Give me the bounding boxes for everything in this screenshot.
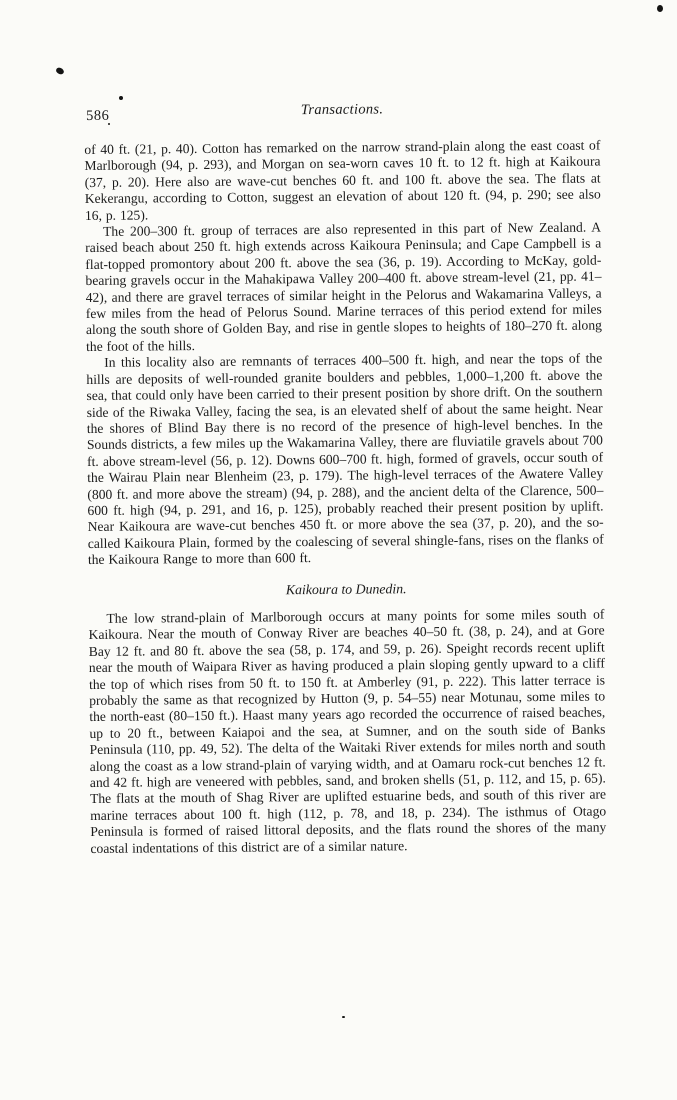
scan-speck-above-header: [119, 96, 123, 100]
page-body: [84, 137, 606, 857]
paragraph-continuation: of 40 ft. (21, p. 40). Cotton has remarked on the narrow strand-plain along the east coast of Marlborough (94, p. 293), and Morgan on sea-worn caves 10 ft. to 12 ft. high at Kaikoura (37, p. 20). Here also are wave-cut benches 60 ft. and 100 ft. above the sea. The flats at Kekerangu, according to Cotton, suggest an elevation of about 120 ft. (94, p. 290; see also 16, p. 125).: [84, 137, 601, 223]
scan-speck-top-right: [657, 5, 663, 12]
running-head: Transactions.: [300, 101, 384, 119]
section-heading: Kaikoura to Dunedin.: [285, 580, 407, 597]
paragraph-kaikoura-to-dunedin: The low strand-plain of Marlborough occurs at many points for some miles south of Kaikoura. Near the mouth of Conway River are beaches 40–50 ft. (38, p. 24), and at Gore Bay 12 ft. and 80 ft. above the sea (58, p. 174, and 59, p. 26). Speight records recent uplift near the mouth of Waipara River as having produced a plain sloping gently upward to a cliff the top of which rises from 50 ft. to 150 ft. at Amberley (91, p. 222). This latter terrace is probably the same as that recognized by Hutton (9, p. 54–55) near Motunau, some miles to the north-east (80–150 ft.). Haast many years ago recorded the occurrence of raised beaches, up to 20 ft., between Kaiapoi and the sea, at Sumner, and on the south side of Banks Peninsula (110, pp. 49, 52). The delta of the Waitaki River extends for miles north and south along the coast as a low strand-plain of varying width, and at Oamaru rock-cut benches 12 ft. and 42 ft. high are veneered with pebbles, sand, and broken shells (51, p. 112, and 15, p. 65). The flats at the mouth of Shag River are uplifted estuarine beds, and south of this river are marine terraces about 100 ft. high (112, p. 78, and 18, p. 234). The isthmus of Otago Peninsula is formed of raised littoral deposits, and the flats round the shores of the many coastal indentations of this district are of a similar nature.: [88, 606, 607, 856]
scan-speck-bottom: [342, 1016, 345, 1018]
paragraph-high-level-terraces: In this locality also are remnants of terraces 400–500 ft. high, and near the tops of the hills are deposits of well-rounded granite boulders and pebbles, 1,000–1,200 ft. above the sea, that could only have been carried to their present position by shore drift. On the southern side of the Riwaka Valley, facing the sea, is an elevated shelf of about the same height. Near the shores of Blind Bay there is no record of the presence of high-level benches. In the Sounds districts, a few miles up the Wakamarina Valley, there are fluviatile gravels about 700 ft. above stream-level (56, p. 12). Downs 600–700 ft. high, formed of gravels, occur south of the Wairau Plain near Blenheim (23, p. 179). The high-level terraces of the Awatere Valley (800 ft. and more above the stream) (94, p. 288), and the ancient delta of the Clarence, 500–600 ft. high (94, p. 291, and 16, p. 125), probably reached their present position by uplift. Near Kaikoura are wave-cut benches 450 ft. or more above the sea (37, p. 20), and the so-called Kaikoura Plain, formed by the coalescing of several shingle-fans, rises on the flanks of the Kaikoura Range to more than 600 ft.: [86, 350, 604, 568]
scan-speck-left-margin: [55, 67, 65, 75]
paragraph-terrace-group: The 200–300 ft. group of terraces are also represented in this part of New Zealand. A raised beach about 250 ft. high extends across Kaikoura Peninsula; and Cape Campbell is a flat-topped promontory about 200 ft. above the sea (36, p. 19). According to McKay, gold-bearing gravels occur in the Mahakipawa Valley 200–400 ft. above stream-level (21, pp. 41–42), and there are gravel terraces of similar height in the Pelorus and Wakamarina Valleys, a few miles from the head of Pelorus Sound. Marine terraces of this period extend for miles along the south shore of Golden Bay, and rise in gentle slopes to heights of 180–270 ft. along the foot of the hills.: [85, 219, 602, 354]
page-number: 586: [85, 107, 110, 124]
document-page: [84, 103, 607, 857]
page-header: [84, 103, 600, 126]
